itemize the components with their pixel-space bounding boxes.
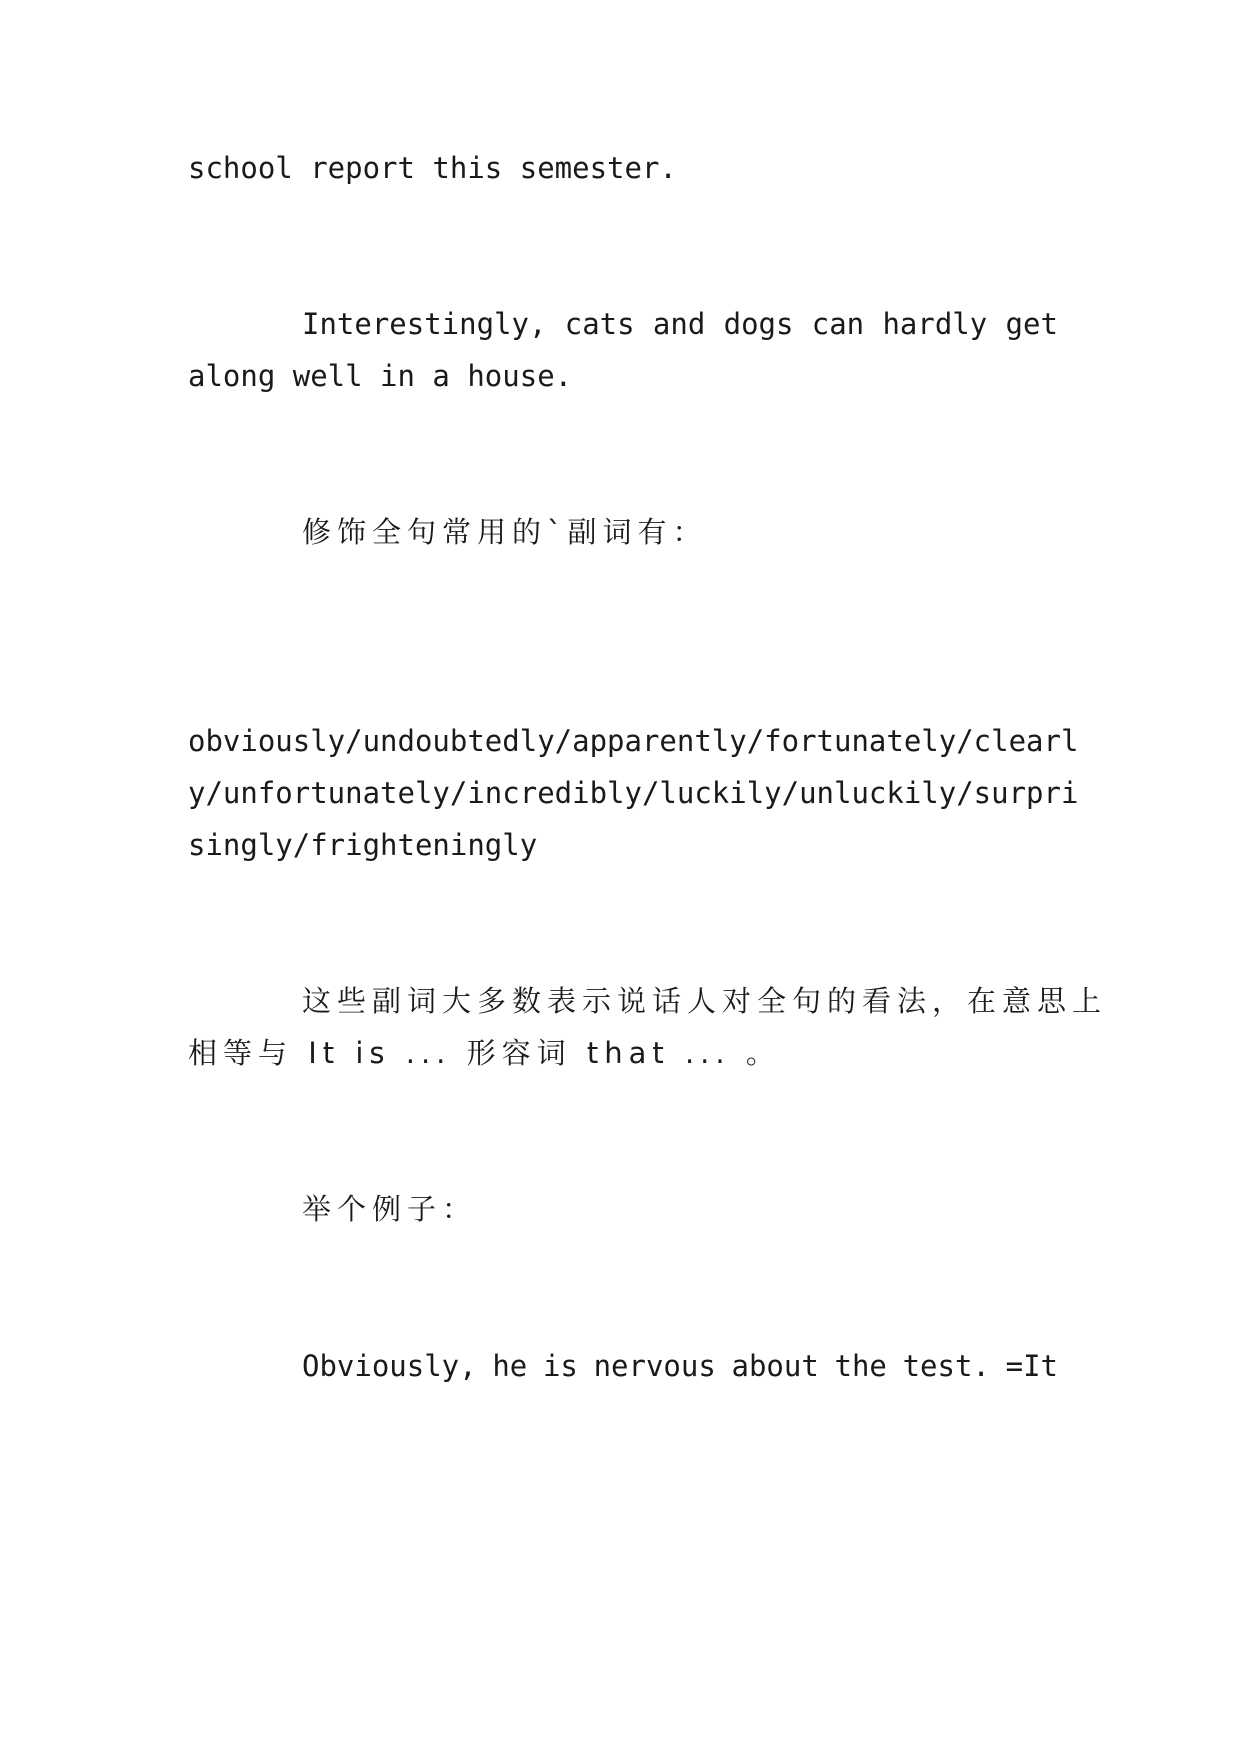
paragraph-line: 相等与 It is ... 形容词 that ... 。 <box>188 1036 781 1070</box>
word: nervous <box>593 1349 716 1383</box>
paragraph-line-justified <box>302 304 1058 344</box>
paragraph-line: y/unfortunately/incredibly/luckily/unluckily/surpri <box>188 776 1079 810</box>
paragraph-line-justified <box>302 1346 1058 1386</box>
paragraph-line: 举个例子： <box>302 1192 478 1226</box>
paragraph-line: along well in a house. <box>188 359 573 393</box>
paragraph-line: obviously/undoubtedly/apparently/fortunately/clearl <box>188 724 1079 758</box>
word: test. <box>902 1349 990 1383</box>
word: dogs <box>723 307 794 341</box>
word: cats <box>564 307 635 341</box>
word: can <box>811 307 865 341</box>
paragraph-line: 这些副词大多数表示说话人对全句的看法，在意思上 <box>302 984 1108 1018</box>
word: hardly <box>882 307 988 341</box>
paragraph-line: 修饰全句常用的`副词有： <box>302 515 708 549</box>
word: get <box>1005 307 1058 341</box>
word: =It <box>1005 1349 1058 1383</box>
word: the <box>834 1349 887 1383</box>
word: Interestingly, <box>302 307 547 341</box>
word: Obviously, <box>302 1349 477 1383</box>
word: about <box>731 1349 819 1383</box>
word: and <box>652 307 706 341</box>
word: is <box>542 1349 578 1383</box>
paragraph-line: school report this semester. <box>188 151 677 185</box>
word: he <box>492 1349 528 1383</box>
paragraph-line: singly/frighteningly <box>188 828 538 862</box>
